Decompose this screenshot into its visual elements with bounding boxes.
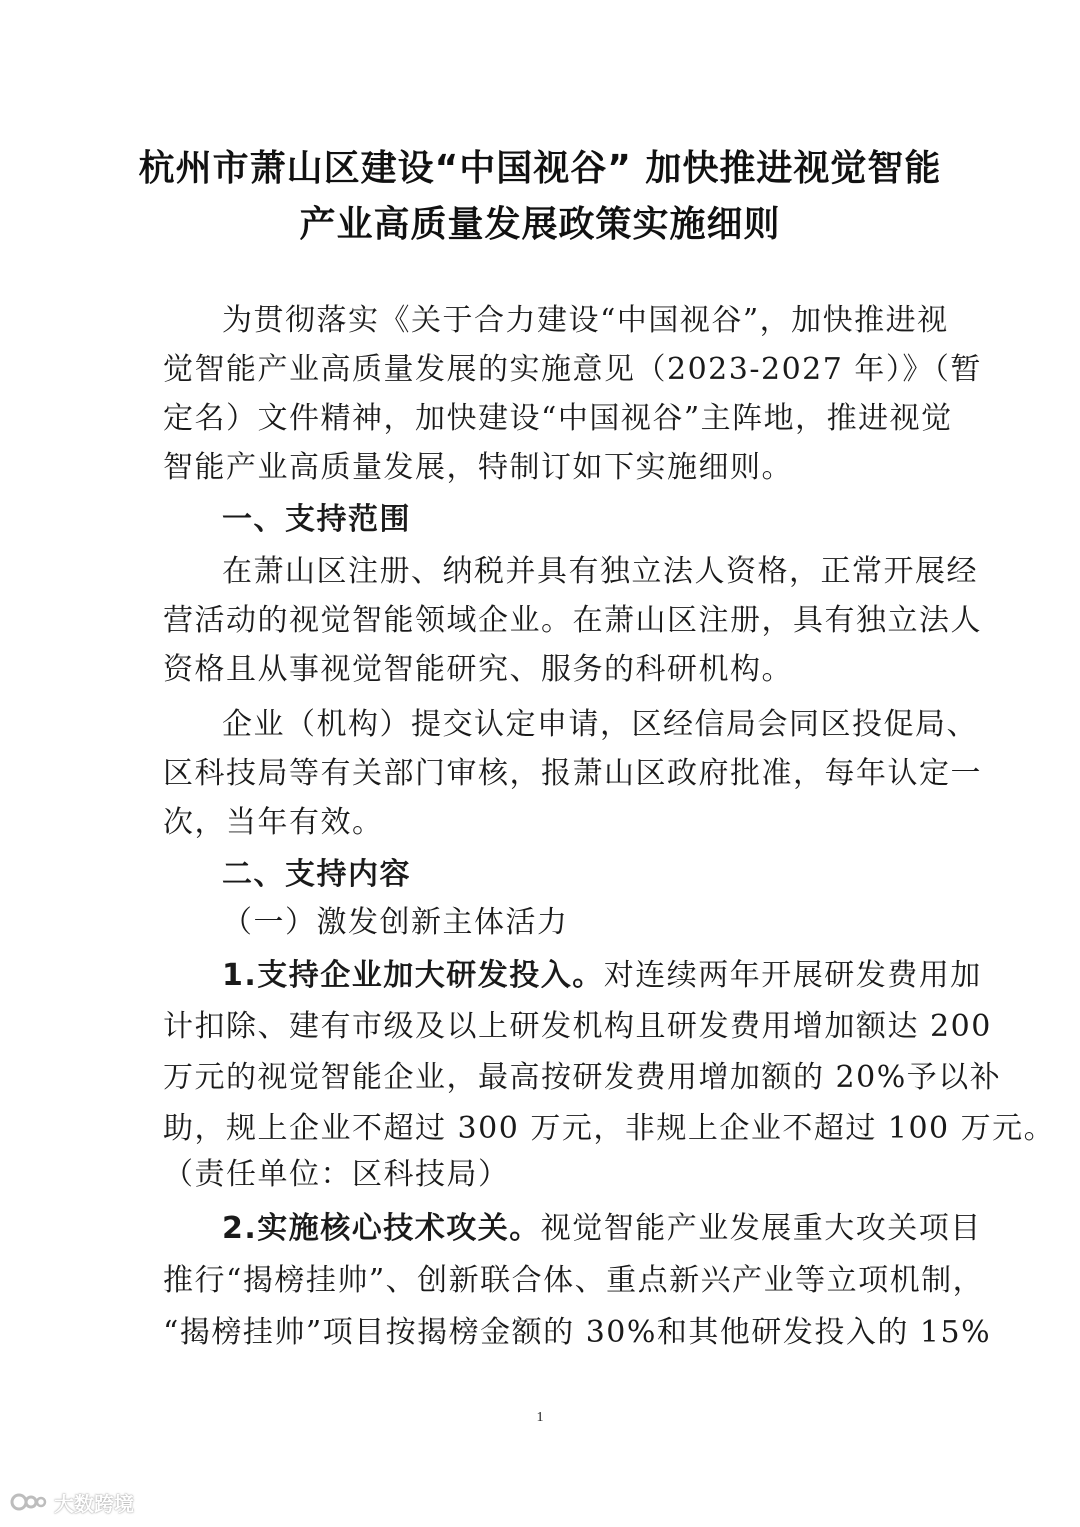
item-2-first-line [222,1201,982,1257]
review-line: 区科技局等有关部门审核，报萧山区政府批准，每年认定一 [163,756,982,791]
item-1-line: （责任单位：区科技局） [163,1157,510,1192]
dashuju-logo-icon [10,1489,48,1515]
item-1-title: 1.支持企业加大研发投入。 [222,958,604,993]
item-2-line: “揭榜挂帅”项目按揭榜金额的 30%和其他研发投入的 15% [163,1315,992,1350]
watermark-text: 大数跨境 [54,1491,134,1516]
item-2-text: 视觉智能产业发展重大攻关项目 [540,1211,982,1246]
item-1-first-line [222,948,982,1004]
document-title-line-2: 产业高质量发展政策实施细则 [299,204,781,245]
intro-line: 觉智能产业高质量发展的实施意见（2023-2027 年）》（暂 [163,352,982,387]
item-1-line: 万元的视觉智能企业，最高按研发费用增加额的 20%予以补 [163,1060,1002,1095]
section-heading-scope: 一、支持范围 [222,502,411,537]
document-title-line-1: 杭州市萧山区建设“中国视谷” 加快推进视觉智能 [138,148,942,189]
watermark [10,1487,134,1517]
item-1-line: 助，规上企业不超过 300 万元，非规上企业不超过 100 万元。 [163,1111,1056,1146]
scope-line: 营活动的视觉智能领域企业。在萧山区注册，具有独立法人 [163,603,982,638]
item-2-line: 推行“揭榜挂帅”、创新联合体、重点新兴产业等立项机制， [163,1263,985,1298]
item-2-title: 2.实施核心技术攻关。 [222,1211,541,1246]
page-number: 1 [536,1410,544,1425]
item-1-text: 对连续两年开展研发费用加 [603,958,982,993]
scope-line: 资格且从事视觉智能研究、服务的科研机构。 [163,652,793,687]
review-line: 次，当年有效。 [163,805,384,840]
intro-line: 智能产业高质量发展，特制订如下实施细则。 [163,450,793,485]
scope-line: 在萧山区注册、纳税并具有独立法人资格，正常开展经 [222,554,978,589]
subsection-heading: （一）激发创新主体活力 [222,905,569,940]
section-heading-content: 二、支持内容 [222,857,411,892]
item-1-line: 计扣除、建有市级及以上研发机构且研发费用增加额达 200 [163,1009,992,1044]
intro-line: 为贯彻落实《关于合力建设“中国视谷”，加快推进视 [222,303,949,338]
review-line: 企业（机构）提交认定申请，区经信局会同区投促局、 [222,707,978,742]
intro-line: 定名）文件精神，加快建设“中国视谷”主阵地，推进视觉 [163,401,953,436]
